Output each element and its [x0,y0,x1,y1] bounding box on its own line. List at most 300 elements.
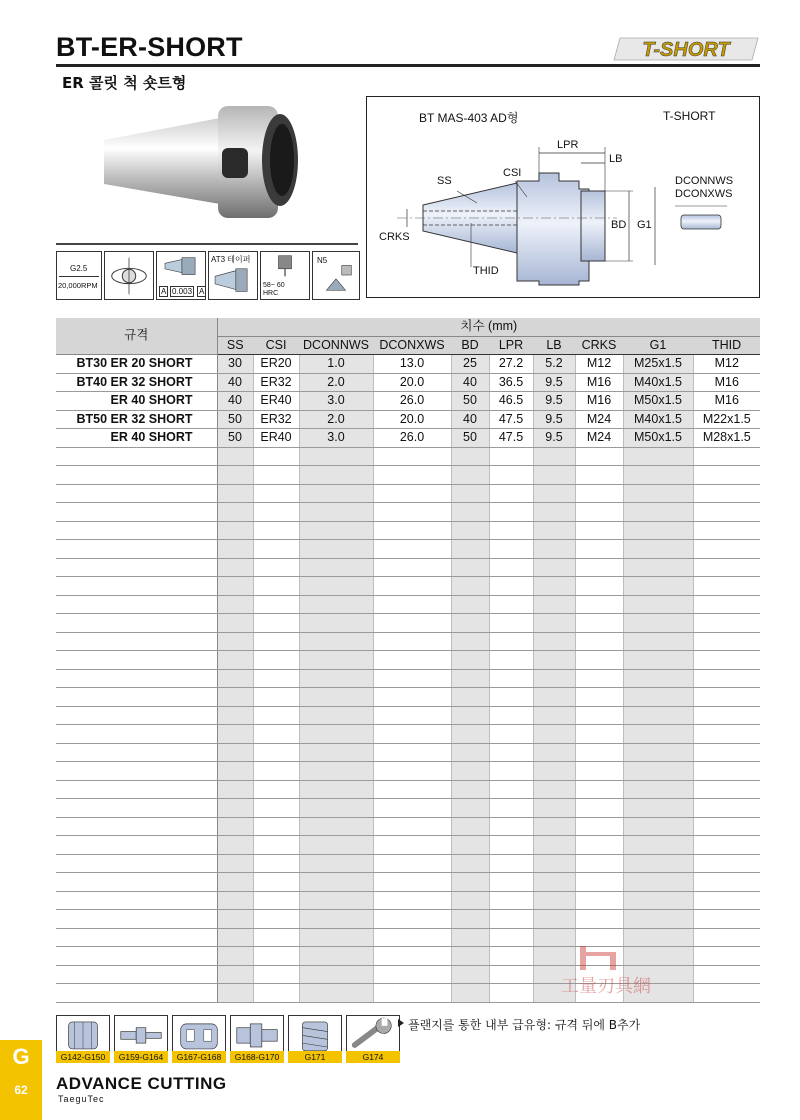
cell-lb: 9.5 [533,429,575,448]
empty-row [56,521,760,540]
empty-cell [489,799,533,818]
runout-datum-2: A [199,287,205,296]
column-header-crks: CRKS [575,336,623,355]
empty-cell [489,688,533,707]
spec-cell [56,854,217,873]
empty-cell [623,577,693,596]
label-thid: THID [473,265,499,277]
cell-bd: 40 [451,410,489,429]
empty-cell [253,521,299,540]
empty-row [56,577,760,596]
empty-cell [217,447,253,466]
empty-cell [533,780,575,799]
empty-cell [217,521,253,540]
cell-lpr: 47.5 [489,410,533,429]
cell-bd: 50 [451,429,489,448]
empty-cell [489,540,533,559]
label-dconnws: DCONNWS [675,175,734,187]
empty-cell [693,910,760,929]
cell-lb: 9.5 [533,410,575,429]
empty-cell [217,817,253,836]
empty-cell [489,521,533,540]
empty-cell [623,595,693,614]
empty-cell [299,669,373,688]
cell-bd: 25 [451,355,489,374]
spec-cell: BT50 ER 32 SHORT [56,410,217,429]
spec-cell [56,836,217,855]
empty-cell [451,651,489,670]
empty-cell [253,558,299,577]
empty-cell [299,780,373,799]
empty-cell [623,836,693,855]
empty-cell [299,484,373,503]
cell-lpr: 36.5 [489,373,533,392]
empty-cell [533,614,575,633]
cell-csi: ER40 [253,392,299,411]
empty-cell [299,688,373,707]
empty-cell [693,614,760,633]
empty-row [56,743,760,762]
empty-cell [623,817,693,836]
pull-stud-icon [115,1016,167,1051]
empty-cell [623,706,693,725]
empty-cell [693,484,760,503]
empty-cell [217,928,253,947]
empty-cell [373,669,451,688]
empty-cell [623,910,693,929]
surface-finish-icon [313,252,359,299]
spec-cell [56,651,217,670]
empty-cell [299,836,373,855]
cell-thid: M28x1.5 [693,429,760,448]
spec-cell: BT40 ER 32 SHORT [56,373,217,392]
spec-cell [56,447,217,466]
empty-row [56,854,760,873]
accessory-page-ref: G168-G170 [230,1051,284,1063]
empty-cell [575,873,623,892]
empty-cell [373,799,451,818]
page-subtitle: ER 콜릿 척 숏트형 [62,74,187,92]
page-title: BT-ER-SHORT [56,32,243,62]
spec-cell [56,817,217,836]
empty-cell [575,466,623,485]
spec-cell [56,521,217,540]
empty-cell [489,577,533,596]
column-header-lpr: LPR [489,336,533,355]
spec-cell [56,688,217,707]
empty-cell [533,743,575,762]
empty-cell [373,651,451,670]
empty-row [56,799,760,818]
empty-cell [623,614,693,633]
empty-cell [693,447,760,466]
empty-row [56,836,760,855]
empty-cell [489,836,533,855]
empty-cell [623,762,693,781]
empty-cell [451,854,489,873]
empty-cell [623,669,693,688]
label-lb: LB [609,153,623,165]
empty-cell [623,558,693,577]
empty-cell [253,743,299,762]
spec-cell [56,466,217,485]
label-csi: CSI [503,167,522,179]
empty-cell [373,447,451,466]
empty-cell [693,577,760,596]
empty-cell [451,743,489,762]
spec-cell [56,614,217,633]
diagram-heading-right: T-SHORT [663,109,716,123]
surface-finish-box [312,251,360,300]
empty-cell [623,540,693,559]
empty-cell [253,799,299,818]
empty-cell [299,466,373,485]
empty-cell [451,910,489,929]
empty-cell [451,836,489,855]
empty-cell [373,780,451,799]
empty-cell [217,503,253,522]
empty-row [56,614,760,633]
empty-cell [575,706,623,725]
cell-thid: M16 [693,373,760,392]
runout-value: 0.003 [172,287,193,296]
diagram-heading-left: BT MAS-403 AD형 [419,111,519,125]
empty-cell [533,910,575,929]
empty-cell [299,706,373,725]
cell-thid: M22x1.5 [693,410,760,429]
cell-crks: M12 [575,355,623,374]
empty-cell [575,614,623,633]
empty-cell [373,984,451,1003]
cell-bd: 50 [451,392,489,411]
empty-cell [217,743,253,762]
balance-icon-box [104,251,154,300]
label-dconxws: DCONXWS [675,188,733,200]
table-body [56,355,760,1003]
empty-cell [451,873,489,892]
cell-dconnws: 1.0 [299,355,373,374]
spec-cell [56,743,217,762]
empty-cell [217,780,253,799]
empty-cell [693,540,760,559]
empty-cell [451,466,489,485]
empty-cell [575,743,623,762]
empty-cell [451,984,489,1003]
empty-row [56,780,760,799]
empty-cell [253,910,299,929]
empty-cell [533,466,575,485]
taper-grade: AT3 테이퍼 [211,255,251,264]
spec-cell: ER 40 SHORT [56,392,217,411]
empty-cell [623,484,693,503]
column-header-g1: G1 [623,336,693,355]
empty-cell [217,614,253,633]
empty-cell [373,725,451,744]
empty-cell [623,688,693,707]
cell-ss: 50 [217,410,253,429]
spec-cell: ER 40 SHORT [56,429,217,448]
empty-cell [217,799,253,818]
empty-row [56,558,760,577]
page-number: 62 [14,1083,28,1097]
empty-cell [373,928,451,947]
brand-subtitle: TaeguTec [58,1094,105,1104]
table-row [56,355,760,374]
empty-cell [299,651,373,670]
empty-cell [217,577,253,596]
cell-dconxws: 20.0 [373,410,451,429]
empty-row [56,503,760,522]
empty-cell [693,817,760,836]
empty-cell [693,503,760,522]
empty-cell [451,780,489,799]
empty-cell [623,725,693,744]
cell-crks: M24 [575,410,623,429]
empty-cell [489,817,533,836]
empty-row [56,651,760,670]
empty-cell [623,799,693,818]
spec-cell [56,503,217,522]
taper-icon [209,265,257,299]
photo-rule [56,243,358,245]
empty-cell [489,706,533,725]
empty-cell [693,595,760,614]
empty-cell [299,558,373,577]
empty-row [56,632,760,651]
empty-cell [253,484,299,503]
spec-cell [56,780,217,799]
hardness-tester-icon [261,252,309,280]
empty-cell [299,799,373,818]
empty-cell [451,614,489,633]
empty-cell [253,873,299,892]
empty-cell [373,873,451,892]
empty-cell [373,743,451,762]
spec-cell [56,577,217,596]
empty-cell [299,947,373,966]
empty-cell [253,780,299,799]
cell-lb: 9.5 [533,373,575,392]
empty-row [56,540,760,559]
empty-cell [533,540,575,559]
runout-datum: A [161,287,167,296]
spec-cell [56,484,217,503]
empty-cell [575,669,623,688]
empty-cell [253,984,299,1003]
empty-cell [253,891,299,910]
empty-cell [253,614,299,633]
cell-csi: ER32 [253,373,299,392]
empty-cell [253,595,299,614]
spec-cell [56,928,217,947]
empty-cell [451,503,489,522]
empty-cell [575,836,623,855]
cell-crks: M16 [575,392,623,411]
empty-cell [217,725,253,744]
table-row [56,410,760,429]
empty-cell [253,965,299,984]
column-header-lb: LB [533,336,575,355]
empty-cell [533,817,575,836]
cell-lb: 9.5 [533,392,575,411]
empty-cell [299,762,373,781]
empty-cell [489,725,533,744]
empty-cell [373,466,451,485]
empty-cell [253,651,299,670]
empty-cell [623,466,693,485]
empty-cell [451,484,489,503]
empty-cell [373,503,451,522]
label-bd: BD [611,219,627,231]
empty-cell [693,743,760,762]
empty-cell [253,632,299,651]
empty-row [56,447,760,466]
cell-dconxws: 20.0 [373,373,451,392]
accessory-page-ref: G174 [346,1051,400,1063]
balance-rotation-icon [105,252,153,299]
empty-cell [373,965,451,984]
empty-cell [575,817,623,836]
empty-cell [489,447,533,466]
empty-cell [253,762,299,781]
spec-header: 규격 [56,318,217,355]
empty-cell [451,688,489,707]
cell-lpr: 46.5 [489,392,533,411]
empty-cell [489,484,533,503]
spec-cell: BT30 ER 20 SHORT [56,355,217,374]
empty-row [56,484,760,503]
empty-cell [299,854,373,873]
empty-cell [489,503,533,522]
cell-g1: M40x1.5 [623,410,693,429]
empty-row [56,910,760,929]
empty-cell [489,928,533,947]
empty-cell [451,595,489,614]
empty-cell [575,503,623,522]
column-header-bd: BD [451,336,489,355]
empty-cell [489,910,533,929]
empty-cell [575,484,623,503]
spec-cell [56,540,217,559]
empty-cell [217,484,253,503]
empty-cell [575,910,623,929]
empty-cell [623,854,693,873]
cell-csi: ER40 [253,429,299,448]
empty-cell [693,706,760,725]
empty-cell [575,540,623,559]
empty-cell [217,910,253,929]
empty-cell [217,669,253,688]
empty-row [56,595,760,614]
empty-cell [373,891,451,910]
empty-cell [489,669,533,688]
empty-cell [533,651,575,670]
cell-lb: 5.2 [533,355,575,374]
empty-cell [253,577,299,596]
table-row [56,392,760,411]
table-row [56,373,760,392]
empty-cell [533,725,575,744]
spec-cell [56,706,217,725]
empty-cell [451,669,489,688]
empty-cell [533,484,575,503]
empty-cell [623,873,693,892]
empty-cell [489,651,533,670]
empty-cell [253,947,299,966]
empty-cell [693,965,760,984]
empty-cell [217,947,253,966]
empty-cell [299,910,373,929]
empty-cell [489,780,533,799]
empty-cell [575,447,623,466]
wrench-adapter-icon [231,1016,283,1051]
accessory-page-ref: G167-G168 [172,1051,226,1063]
empty-cell [217,466,253,485]
column-header-csi: CSI [253,336,299,355]
empty-cell [575,521,623,540]
spec-cell [56,595,217,614]
empty-cell [623,521,693,540]
cell-g1: M50x1.5 [623,429,693,448]
empty-cell [693,891,760,910]
empty-cell [373,632,451,651]
empty-cell [693,780,760,799]
empty-row [56,725,760,744]
cell-bd: 40 [451,373,489,392]
spec-cell [56,725,217,744]
empty-cell [693,836,760,855]
cell-dconxws: 26.0 [373,429,451,448]
empty-cell [451,891,489,910]
spec-cell [56,762,217,781]
empty-cell [533,799,575,818]
empty-cell [489,984,533,1003]
cell-lpr: 47.5 [489,429,533,448]
empty-cell [217,706,253,725]
empty-cell [693,854,760,873]
cell-thid: M16 [693,392,760,411]
accessory-page-ref: G142-G150 [56,1051,110,1063]
empty-cell [253,725,299,744]
empty-cell [693,558,760,577]
empty-row [56,817,760,836]
empty-cell [451,577,489,596]
cell-dconnws: 3.0 [299,392,373,411]
dims-header: 치수 (mm) [217,318,760,336]
cell-thid: M12 [693,355,760,374]
empty-cell [253,669,299,688]
spec-cell [56,984,217,1003]
label-crks: CRKS [379,231,410,243]
empty-cell [299,503,373,522]
empty-cell [373,836,451,855]
hardness: 58~ 60 HRC [263,282,285,297]
empty-cell [299,817,373,836]
empty-cell [451,558,489,577]
empty-cell [373,614,451,633]
empty-cell [253,688,299,707]
empty-cell [533,503,575,522]
spec-cell [56,873,217,892]
cell-ss: 40 [217,373,253,392]
cell-crks: M16 [575,373,623,392]
empty-cell [451,725,489,744]
empty-cell [489,743,533,762]
cell-csi: ER32 [253,410,299,429]
empty-cell [575,558,623,577]
cell-dconnws: 2.0 [299,373,373,392]
empty-cell [623,743,693,762]
